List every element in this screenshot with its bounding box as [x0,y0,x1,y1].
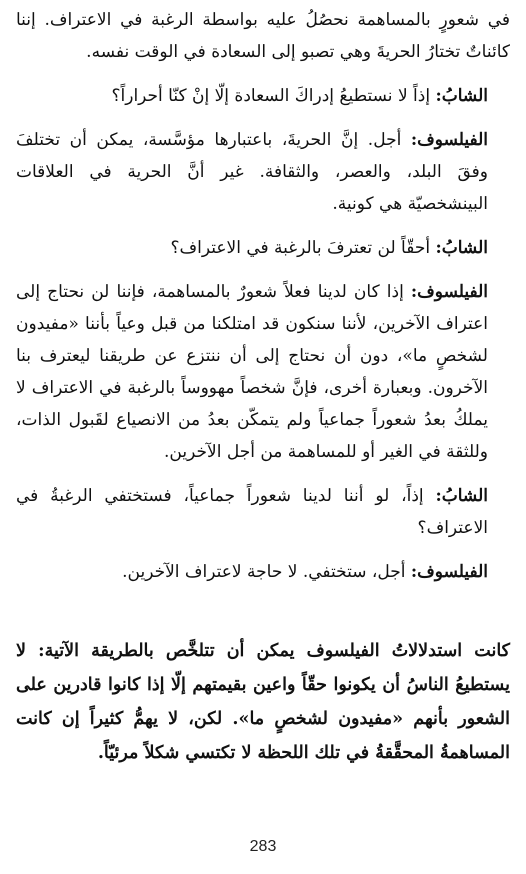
page-number: 283 [249,838,277,855]
dialogue-paragraph [16,276,510,468]
closing-paragraph: كانت استدلالاتُ الفيلسوف يمكن أن تتلخَّص بالطريقة الآتية: لا يستطيعُ الناسُ أن يكونوا حقّاً واعين بقيمتهم إلّا إذا كانوا قادرين على الشعور بأنهم «مفيدون لشخصٍ ما». لكن، لا يهمُّ كثيراً إن كانت المساهمةُ المحقَّقةُ في تلك اللحظة لا تكتسي شكلاً مرئيّاً. [16,641,510,763]
paragraph-text: أحقّاً لن تعترفَ بالرغبة في الاعتراف؟ [170,238,436,258]
paragraph-text: أجل، ستختفي. لا حاجة لاعتراف الآخرين. [122,562,411,582]
speaker-label: الفيلسوف: [410,562,488,582]
speaker-label: الشابُ: [435,486,488,506]
dialogue-paragraph [16,556,510,588]
dialogue-paragraph [16,480,510,544]
paragraph-text: في شعورٍ بالمساهمة نحصُلُ عليه بواسطة الرغبة في الاعتراف. إننا كائناتٌ تختارُ الحريةَ وهي تصبو إلى السعادة في الوقت نفسه. [16,10,510,62]
document-page [16,4,510,770]
speaker-label: الشابُ: [435,238,488,258]
speaker-label: الفيلسوف: [410,282,488,302]
paragraph-text: أجل. إنَّ الحريةَ، باعتبارها مؤسَّسة، يمكن أن تختلفَ وفقَ البلد، والعصر، والثقافة. غير أنَّ الحرية في العلاقات البينشخصيّة هي كونية. [16,130,488,214]
paragraph-continuation [16,4,510,68]
dialogue-section [16,4,510,588]
paragraph-text: إذاً لا نستطيعُ إدراكَ السعادة إلّا إنْ كنّا أحراراً؟ [111,86,436,106]
paragraph-text: إذاً، لو أننا لدينا شعوراً جماعياً، فستختفي الرغبةُ في الاعتراف؟ [16,486,488,538]
speaker-label: الفيلسوف: [410,130,488,150]
speaker-label: الشابُ: [435,86,488,106]
dialogue-paragraph [16,124,510,220]
dialogue-paragraph [16,232,510,264]
paragraph-text: إذا كان لدينا فعلاً شعورٌ بالمساهمة، فإننا لن نحتاج إلى اعتراف الآخرين، لأننا سنكون قد امتلكنا من قبل وعياً بأننا «مفيدون لشخصٍ ما»، دون أن نحتاج إلى أن ننتزع عن طريقنا ليعترف بنا الآخرون. وبعبارة أخرى، فإنَّ شخصاً مهووساً بالرغبة في الاعتراف لا يملكُ بعدُ شعوراً جماعياً ولم يتمكّن بعدُ من الانصياع لقَبول الذات، وللثقة في الغير أو للمساهمة من أجل الآخرين. [16,282,488,462]
dialogue-paragraph [16,80,510,112]
